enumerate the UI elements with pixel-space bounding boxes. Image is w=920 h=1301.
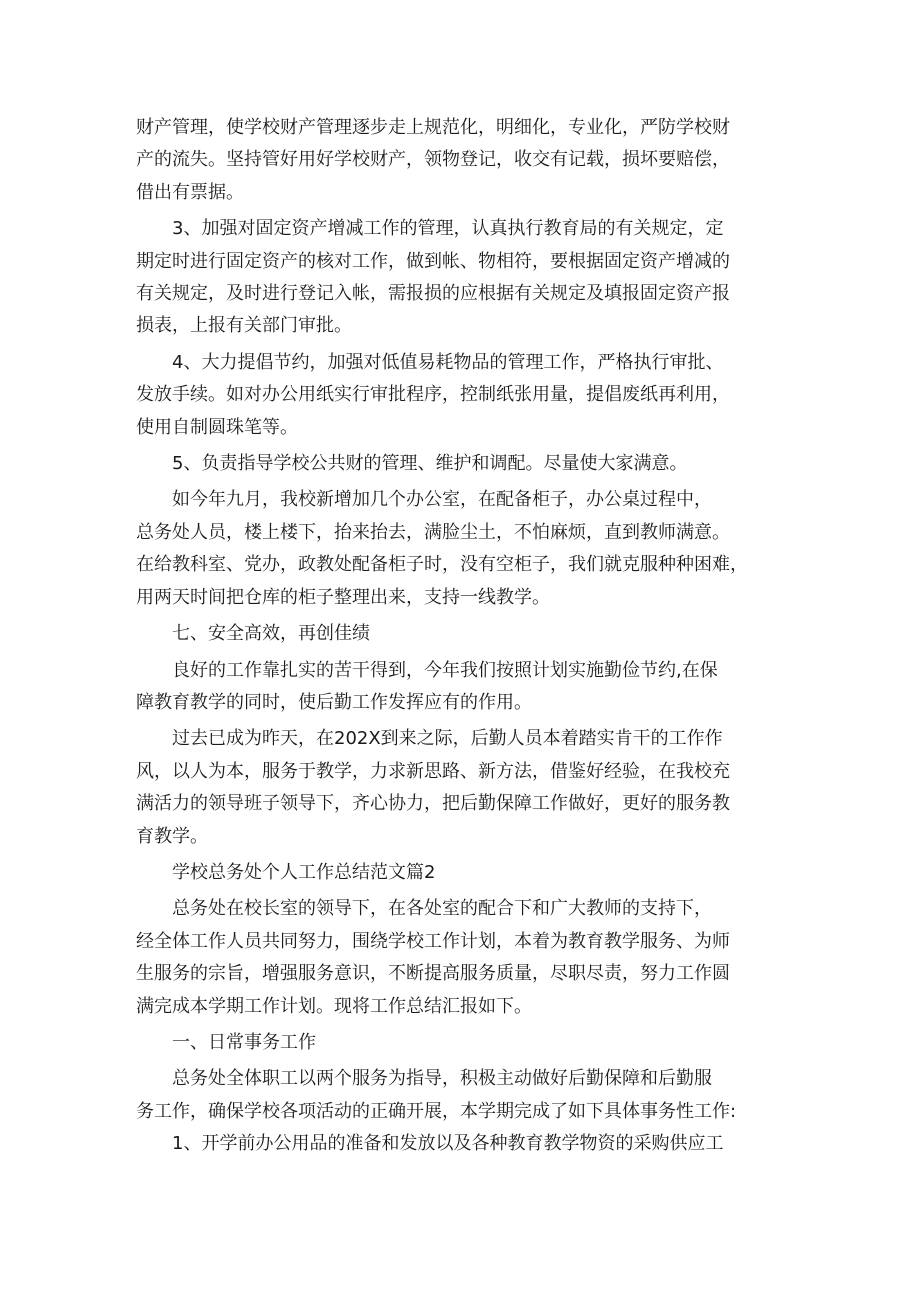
paragraph-property-management (136, 112, 790, 209)
text-line: 障教育教学的同时，使后勤工作发挥应有的作用。 (136, 691, 532, 713)
article-title-part2 (136, 857, 790, 889)
text-line: 总务处全体职工以两个服务为指导，积极主动做好后勤保障和后勤服 (172, 1068, 712, 1090)
text-line: 过去已成为昨天，在202X到来之际，后勤人员本着踏实肯干的工作作 (172, 728, 723, 750)
text-line: 在给教科室、党办，政教处配备柜子时，没有空柜子，我们就克服种种困难， (136, 554, 748, 576)
text-line: 生服务的宗旨，增强服务意识，不断提高服务质量，尽职尽责，努力工作圆 (136, 963, 730, 985)
text-line: 1、开学前办公用品的准备和发放以及各种教育教学物资的采购供应工 (172, 1133, 724, 1155)
paragraph-public-property (136, 448, 790, 480)
document-page (136, 112, 790, 1161)
text-line: 务工作，确保学校各项活动的正确开展，本学期完成了如下具体事务性工作: (136, 1100, 737, 1122)
text-line: 5、负责指导学校公共财的管理、维护和调配。尽量使大家满意。 (172, 453, 688, 475)
text-line: 产的流失。坚持管好用好学校财产，领物登记，收交有记载，损坏要赔偿， (136, 149, 730, 171)
text-line: 经全体工作人员共同努力，围绕学校工作计划，本着为教育教学服务、为师 (136, 930, 730, 952)
text-line: 4、大力提倡节约，加强对低值易耗物品的管理工作，严格执行审批、 (172, 351, 724, 373)
text-line: 使用自制圆珠笔等。 (136, 416, 298, 438)
paragraph-general-affairs-intro (136, 893, 790, 1023)
text-line: 满完成本学期工作计划。现将工作总结汇报如下。 (136, 995, 532, 1017)
text-line: 学校总务处个人工作总结范文篇2 (172, 861, 436, 883)
text-line: 有关规定，及时进行登记入帐，需报损的应根据有关规定及填报固定资产报 (136, 283, 730, 305)
text-line: 发放手续。如对办公用纸实行审批程序，控制纸张用量，提倡废纸再利用， (136, 384, 730, 406)
paragraph-past-yesterday (136, 723, 790, 853)
paragraph-saving (136, 347, 790, 444)
text-line: 如今年九月，我校新增加几个办公室，在配备柜子，办公桌过程中， (172, 489, 712, 511)
text-line: 育教学。 (136, 825, 208, 847)
text-line: 用两天时间把仓库的柜子整理出来，支持一线教学。 (136, 586, 550, 608)
text-line: 总务处在校长室的领导下，在各处室的配合下和广大教师的支持下， (172, 898, 712, 920)
paragraph-september-example (136, 484, 790, 614)
text-line: 风，以人为本，服务于教学，力求新思路、新方法，借鉴好经验，在我校充 (136, 760, 730, 782)
text-line: 满活力的领导班子领导下，齐心协力，把后勤保障工作做好，更好的服务教 (136, 793, 730, 815)
text-line: 七、安全高效，再创佳绩 (172, 623, 370, 645)
text-line: 良好的工作靠扎实的苦干得到，今年我们按照计划实施勤俭节约,在保 (172, 659, 718, 681)
section-heading-safety (136, 618, 790, 650)
text-line: 总务处人员，楼上楼下，抬来抬去，满脸尘土，不怕麻烦，直到教师满意。 (136, 521, 730, 543)
text-line: 3、加强对固定资产增减工作的管理，认真执行教育局的有关规定，定 (172, 218, 724, 240)
text-line: 损表，上报有关部门审批。 (136, 315, 352, 337)
text-line: 借出有票据。 (136, 181, 244, 203)
paragraph-good-work (136, 655, 790, 720)
paragraph-daily-affairs (136, 1063, 790, 1160)
text-line: 一、日常事务工作 (172, 1031, 316, 1053)
text-line: 期定时进行固定资产的核对工作，做到帐、物相符，要根据固定资产增减的 (136, 250, 730, 272)
paragraph-fixed-assets (136, 213, 790, 343)
text-line: 财产管理，使学校财产管理逐步走上规范化，明细化，专业化，严防学校财 (136, 117, 730, 138)
section-heading-daily-affairs (136, 1027, 790, 1059)
